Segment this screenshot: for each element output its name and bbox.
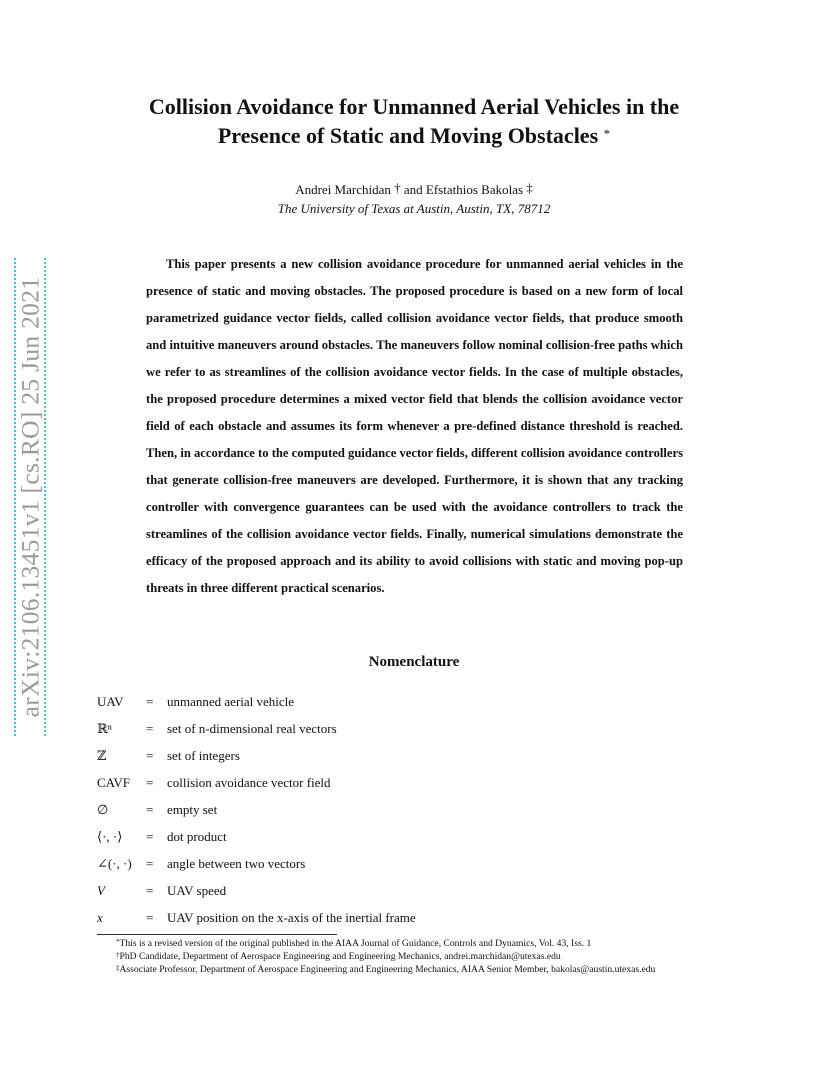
title-footnote-mark: * (603, 126, 611, 141)
arxiv-identifier: arXiv:2106.13451v1 [cs.RO] 25 Jun 2021 (15, 276, 44, 718)
nomenclature-row (97, 748, 737, 775)
nomenclature-symbol: UAV (97, 694, 124, 709)
title-line-2: Presence of Static and Moving Obstacles * (217, 123, 611, 148)
nomenclature-definition: collision avoidance vector field (167, 775, 331, 790)
author-2-mark: ‡ (526, 180, 533, 195)
footnote (116, 963, 756, 976)
nomenclature-equals: = (146, 775, 154, 790)
author-block (0, 180, 828, 218)
footnotes (116, 937, 756, 976)
affiliation: The University of Texas at Austin, Austin, TX, 78712 (277, 201, 551, 216)
footnote-text: Associate Professor, Department of Aerospace Engineering and Engineering Mechanics, AIAA Senior Member, bakolas@austin.utexas.edu (119, 964, 656, 975)
author-1: Andrei Marchidan (295, 182, 391, 197)
nomenclature-equals: = (146, 721, 154, 736)
abstract-text: This paper presents a new collision avoidance procedure for unmanned aerial vehicles in the presence of static and moving obstacles. The proposed procedure is based on a new form of local parametrized guidance vector fields, called collision avoidance vector fields, that produce smooth and intuitive maneuvers around obstacles. The maneuvers follow nominal collision-free paths which we refer to as streamlines of the collision avoidance vector fields. In the case of multiple obstacles, the proposed procedure determines a mixed vector field that blends the collision avoidance vector field of each obstacle and assumes its form whenever a pre-defined distance threshold is reached. Then, in accordance to the computed guidance vector fields, different collision avoidance controllers that generate collision-free maneuvers are developed. Furthermore, it is shown that any tracking controller with convergence guarantees can be used with the avoidance controllers to track the streamlines of the collision avoidance vector fields. Finally, numerical simulations demonstrate the efficacy of the proposed approach and its ability to avoid collisions with static and moving pop-up threats in three different practical scenarios. (146, 257, 683, 595)
nomenclature-definition: UAV speed (167, 883, 227, 898)
nomenclature-definition: UAV position on the x-axis of the inertial frame (167, 910, 416, 925)
nomenclature-symbol: x (97, 910, 103, 925)
nomenclature-equals: = (146, 694, 154, 709)
nomenclature-heading: Nomenclature (368, 654, 460, 670)
nomenclature-row (97, 883, 737, 910)
nomenclature-symbol: ∠(·, ·) (97, 856, 132, 871)
footnote-mark: † (116, 951, 120, 959)
author-1-mark: † (394, 180, 401, 195)
footnote (116, 937, 756, 950)
nomenclature-symbol: ∅ (97, 802, 109, 817)
author-2: Efstathios Bakolas (425, 182, 524, 197)
abstract (146, 251, 683, 602)
nomenclature-row (97, 802, 737, 829)
nomenclature-equals: = (146, 829, 154, 844)
author-conjunction: and (403, 182, 423, 197)
nomenclature-definition: empty set (167, 802, 218, 817)
nomenclature-definition: set of integers (167, 748, 240, 763)
nomenclature-symbol: CAVF (97, 775, 131, 790)
nomenclature-symbol: ℝⁿ (97, 721, 112, 736)
nomenclature-symbol: ℤ (97, 748, 107, 763)
author-line (0, 180, 828, 199)
nomenclature-definition: set of n-dimensional real vectors (167, 721, 337, 736)
nomenclature-definition: unmanned aerial vehicle (167, 694, 295, 709)
footnote-text: This is a revised version of the original published in the AIAA Journal of Guidance, Controls and Dynamics, Vol. 43, Iss. 1 (119, 938, 592, 949)
footnote-mark: * (116, 938, 120, 946)
title-line-1: Collision Avoidance for Unmanned Aerial Vehicles in the (148, 94, 680, 119)
nomenclature-row (97, 829, 737, 856)
nomenclature-row (97, 910, 737, 937)
nomenclature-equals: = (146, 883, 154, 898)
nomenclature-row (97, 721, 737, 748)
nomenclature-equals: = (146, 856, 154, 871)
nomenclature-equals: = (146, 802, 154, 817)
nomenclature-row (97, 694, 737, 721)
nomenclature-definition: dot product (167, 829, 227, 844)
nomenclature-equals: = (146, 910, 154, 925)
footnote (116, 950, 756, 963)
nomenclature-symbol: ⟨·, ·⟩ (97, 829, 123, 844)
nomenclature-row (97, 856, 737, 883)
nomenclature-definition: angle between two vectors (167, 856, 306, 871)
footnote-text: PhD Candidate, Department of Aerospace Engineering and Engineering Mechanics, andrei.marchidan@utexas.edu (119, 951, 561, 962)
nomenclature-list (97, 694, 737, 937)
nomenclature-row (97, 775, 737, 802)
footnote-mark: ‡ (116, 964, 120, 972)
footnote-rule (97, 934, 337, 935)
paper-title (0, 92, 828, 150)
nomenclature-symbol: V (97, 883, 105, 898)
nomenclature-equals: = (146, 748, 154, 763)
